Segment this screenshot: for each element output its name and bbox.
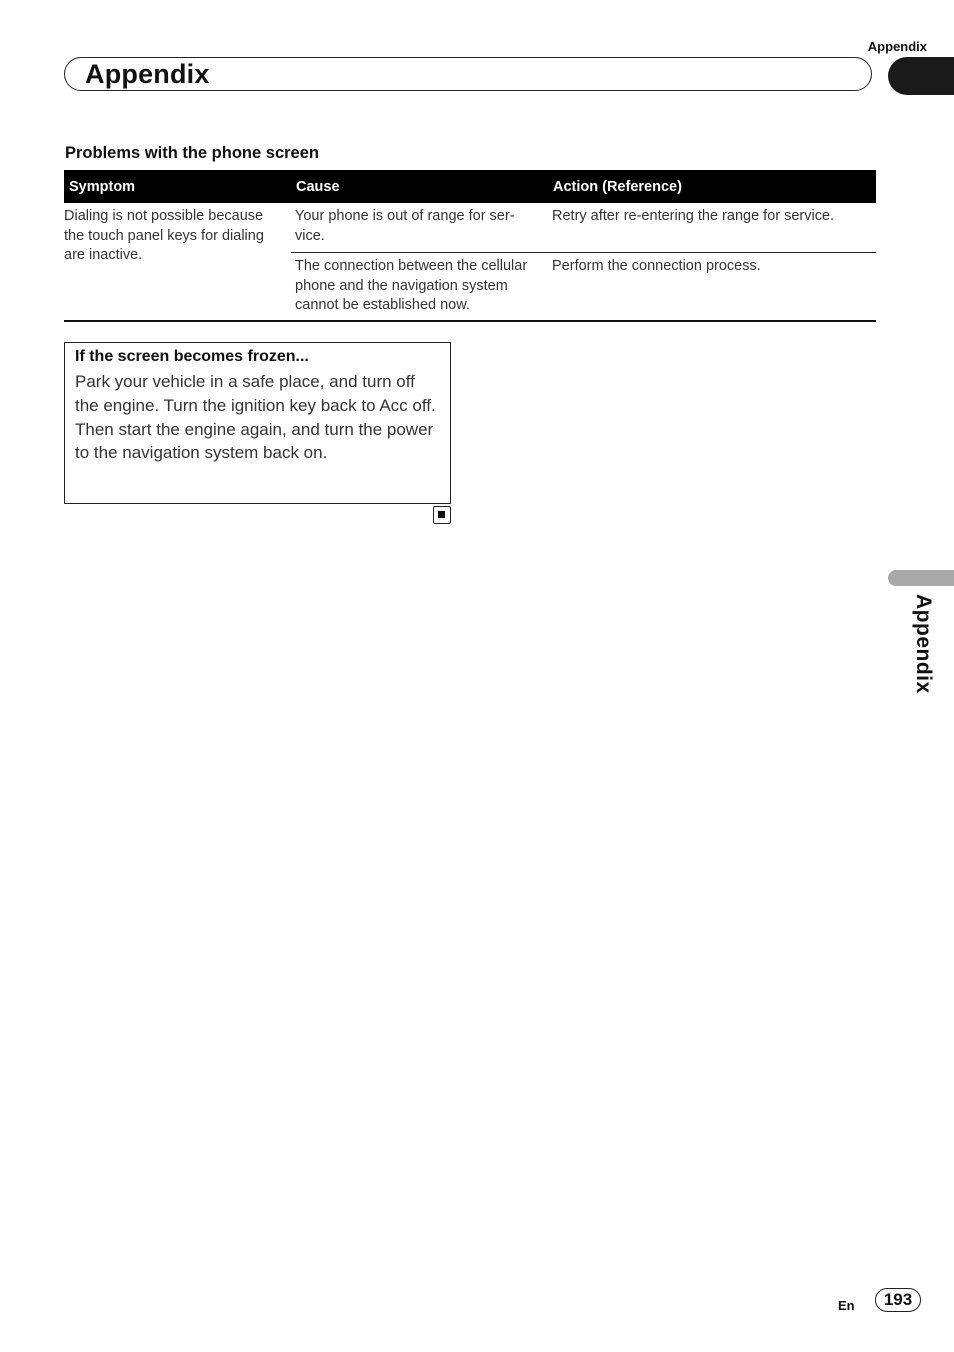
- note-box: [64, 342, 451, 504]
- troubleshooting-table: [64, 170, 876, 322]
- side-tab-marker: [888, 570, 954, 586]
- running-header: Appendix: [867, 39, 927, 54]
- end-of-section-icon: [433, 506, 451, 524]
- section-heading: Problems with the phone screen: [65, 144, 319, 162]
- cause-cell: Your phone is out of range for ser-vice.: [291, 203, 548, 253]
- chapter-title: Appendix: [85, 59, 210, 89]
- action-cell: Perform the connection process.: [548, 253, 876, 321]
- note-body: Park your vehicle in a safe place, and turn off the engine. Turn the ignition key back to Acc off. Then start the engine again, and turn the power to the navigation system back on.: [75, 372, 436, 463]
- table-row: [64, 203, 876, 253]
- page-number: 193: [875, 1288, 921, 1312]
- table-header-row: [64, 170, 876, 203]
- cause-cell: The connection between the cellular phone and the navigation system cannot be established now.: [291, 253, 548, 321]
- symptom-cell: Dialing is not possible because the touch panel keys for dialing are inactive.: [64, 203, 291, 321]
- column-header-action: Action (Reference): [548, 170, 876, 203]
- chapter-tab-marker: [888, 57, 954, 95]
- footer-language: En: [838, 1298, 855, 1313]
- action-cell: Retry after re-entering the range for service.: [548, 203, 876, 253]
- column-header-cause: Cause: [291, 170, 548, 203]
- chapter-title-bar: [64, 57, 872, 91]
- column-header-symptom: Symptom: [64, 170, 291, 203]
- note-title: If the screen becomes frozen...: [75, 348, 309, 365]
- side-tab-label: Appendix: [912, 594, 935, 694]
